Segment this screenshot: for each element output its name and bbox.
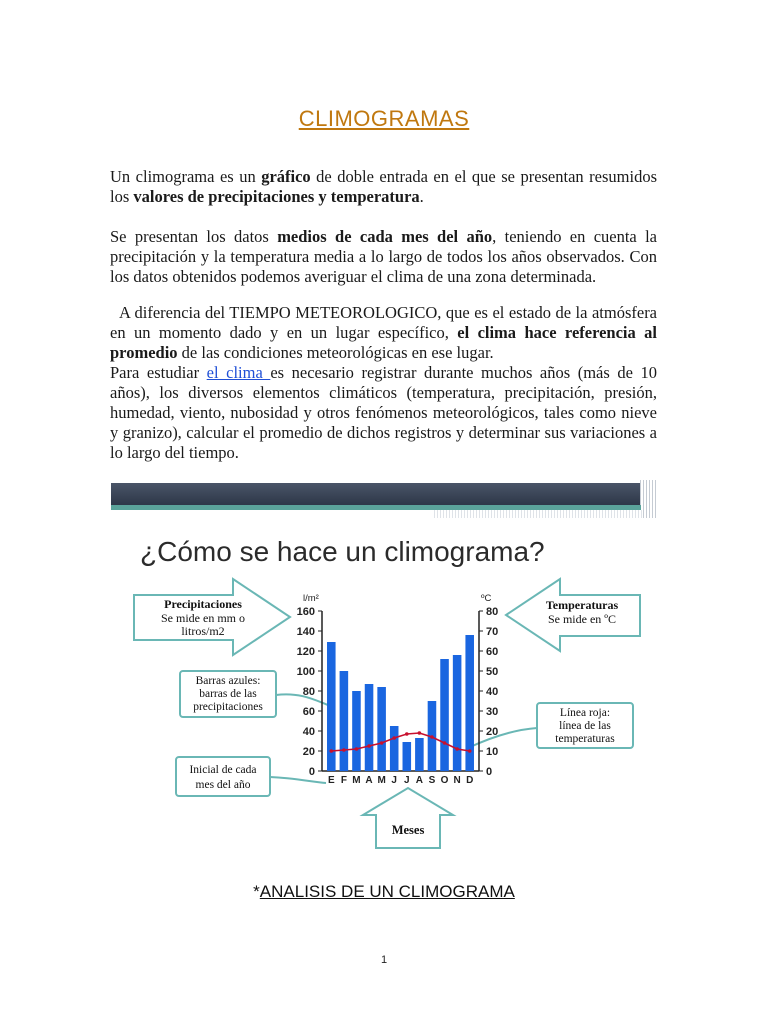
- y2-tick-label: 30: [486, 706, 499, 718]
- callout-text: precipitaciones: [193, 701, 263, 713]
- y-tick-label: 100: [296, 666, 315, 678]
- climate-link[interactable]: el clima: [206, 363, 271, 382]
- x-tick-label: A: [415, 775, 423, 786]
- up-arrow-shape: [363, 788, 453, 848]
- text: es necesario registrar durante muchos años (más de 10 años), los diversos elementos climáticos (temperatura, precipitación, presión, humedad, viento, nubosidad y otros fenómenos meteorológicos, tales como nieve y granizo), calcular el promedio de dichos registros y determinar sus variaciones a lo largo del tiempo.: [110, 363, 657, 462]
- x-tick-label: F: [340, 775, 347, 786]
- connector-line: [270, 777, 326, 783]
- precipitation-bar: [390, 726, 399, 771]
- x-tick-label: M: [377, 775, 386, 786]
- text: Se presentan los datos: [110, 227, 278, 246]
- y-tick-label: 120: [296, 646, 315, 658]
- callout-text: litros/m2: [181, 624, 225, 638]
- y2-axis-label: ºC: [481, 593, 492, 604]
- precipitation-bar: [377, 687, 386, 771]
- temp-callout: [506, 579, 640, 651]
- bold-text: valores de precipitaciones y temperatura: [133, 187, 420, 206]
- page-title: CLIMOGRAMAS: [298, 106, 470, 131]
- x-tick-label: A: [365, 775, 373, 786]
- y2-tick-label: 70: [486, 626, 499, 638]
- temperature-point: [355, 747, 359, 751]
- temperature-point: [443, 741, 447, 745]
- y2-tick-label: 40: [486, 686, 499, 698]
- asterisk: *: [253, 882, 260, 901]
- callout-text: Se mide en ºC: [547, 612, 617, 626]
- temperature-point: [405, 732, 409, 736]
- callout-text: Se mide en mm o: [161, 611, 245, 625]
- callout-text: temperaturas: [555, 733, 615, 745]
- x-tick-label: J: [404, 775, 410, 786]
- bold-text: gráfico: [261, 167, 311, 186]
- y-tick-label: 140: [296, 626, 315, 638]
- x-tick-label: D: [466, 775, 474, 786]
- y2-tick-label: 80: [486, 606, 499, 618]
- text: .: [419, 187, 424, 206]
- y2-tick-label: 20: [486, 726, 499, 738]
- callout-title: Meses: [391, 823, 425, 837]
- y2-tick-label: 0: [486, 766, 493, 778]
- temperature-point: [329, 749, 333, 753]
- callout-text: Inicial de cada: [189, 764, 257, 776]
- callout-title: Temperaturas: [545, 598, 619, 612]
- x-tick-label: S: [428, 775, 436, 786]
- text: Para estudiar: [110, 363, 207, 382]
- y-tick-label: 20: [302, 746, 315, 758]
- y-tick-label: 60: [302, 706, 315, 718]
- text: , teniendo en cuenta la precipitación y la temperatura media a lo largo de todos los años observados. Con los datos obtenidos podemos averiguar el clima de una zona determinada.: [110, 227, 658, 286]
- temperature-point: [342, 748, 346, 752]
- precipitation-bar: [365, 684, 374, 771]
- callout-text: Barras azules:: [195, 675, 261, 687]
- y-tick-label: 0: [308, 766, 315, 778]
- temperature-point: [392, 736, 396, 740]
- y2-tick-label: 50: [486, 666, 499, 678]
- y-tick-label: 40: [302, 726, 315, 738]
- precipitation-bar: [453, 655, 462, 771]
- precip-callout: [134, 579, 290, 655]
- temperature-point: [367, 744, 371, 748]
- months-callout: [363, 788, 453, 848]
- callout-title: Precipitaciones: [164, 597, 242, 611]
- heading-text: ANALISIS DE UN CLIMOGRAMA: [259, 882, 515, 901]
- precipitation-bar: [403, 742, 412, 771]
- section-heading: [0, 882, 768, 902]
- callout-text: barras de las: [199, 688, 257, 700]
- callout-text: mes del año: [195, 779, 251, 791]
- temperature-point: [455, 747, 459, 751]
- text: de las condiciones meteorológicas en ese lugar.: [177, 343, 494, 362]
- y2-tick-label: 10: [486, 746, 499, 758]
- precipitation-bar: [340, 671, 349, 771]
- page-number: 1: [380, 954, 388, 966]
- temperature-point: [380, 741, 384, 745]
- climogram-chart: [297, 593, 499, 786]
- x-tick-label: J: [391, 775, 397, 786]
- text: Un climograma es un: [110, 167, 262, 186]
- bold-text: medios de cada mes del año: [277, 227, 493, 246]
- y-tick-label: 160: [296, 606, 315, 618]
- temperature-point: [430, 735, 434, 739]
- temperature-point: [468, 749, 472, 753]
- precipitation-bar: [415, 738, 424, 771]
- callout-text: línea de las: [559, 720, 611, 732]
- temperature-line: [331, 733, 469, 751]
- precipitation-bar: [440, 659, 449, 771]
- callout-text: Línea roja:: [559, 707, 611, 719]
- x-tick-label: N: [453, 775, 461, 786]
- y-axis-label: l/m²: [303, 593, 319, 604]
- y-tick-label: 80: [302, 686, 315, 698]
- chart-title: ¿Cómo se hace un climograma?: [140, 536, 545, 567]
- temperature-point: [418, 731, 422, 735]
- text: A diferencia del TIEMPO METEOROLOGICO, que es el estado de la atmósfera en un momento dado y en un lugar específico,: [110, 303, 662, 342]
- precipitation-bar: [352, 691, 361, 771]
- initials-callout: [176, 757, 326, 796]
- x-tick-label: M: [352, 775, 361, 786]
- bold-text: el clima hace referencia al promedio: [110, 323, 657, 362]
- x-tick-label: O: [440, 775, 449, 786]
- y2-tick-label: 60: [486, 646, 499, 658]
- x-tick-label: E: [327, 775, 335, 786]
- text: de doble entrada en el que se presentan resumidos los: [110, 167, 657, 206]
